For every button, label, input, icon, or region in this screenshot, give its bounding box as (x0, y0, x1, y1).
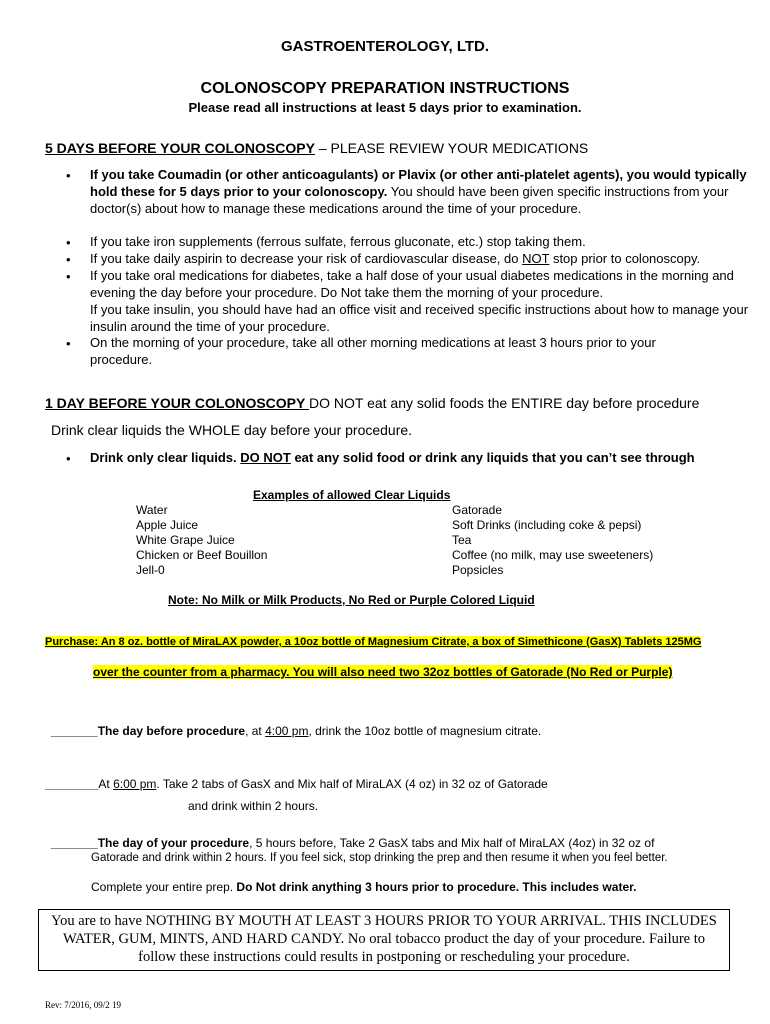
list-item: If you take iron supplements (ferrous sulfate, ferrous gluconate, etc.) stop taking them. (90, 234, 586, 249)
one-day-heading: 1 DAY BEFORE YOUR COLONOSCOPY (45, 395, 309, 411)
list-item: Water (136, 503, 168, 517)
complete-prep-warning: Do Not drink anything 3 hours prior to procedure. This includes water. (236, 880, 637, 894)
bullet-icon: • (66, 235, 71, 250)
anticoagulant-detail: You should have been given specific instructions from your doctor(s) about how to manage these medications around the time of your procedure. (90, 184, 729, 216)
nothing-by-mouth-notice: You are to have NOTHING BY MOUTH AT LEAST 3 HOURS PRIOR TO YOUR ARRIVAL. THIS INCLUDES WATER, GUM, MINTS, AND HARD CANDY. No oral tobacco product the day of your procedure. Failure to follow these instructions could results in postponing or rescheduling your procedure. (38, 909, 730, 971)
aspirin-not: NOT (522, 251, 550, 266)
step-text: . Take 2 tabs of GasX and Mix half of MiraLAX (4 oz) in 32 oz of Gatorade (156, 777, 548, 791)
anticoagulant-instruction: If you take Coumadin (or other anticoagulants) or Plavix (or other anti-platelet agents), you would typically hold these for 5 days prior to your colonoscopy. (90, 167, 747, 199)
checkbox-blank[interactable]: _______ (51, 724, 98, 738)
bullet-icon: • (66, 451, 71, 466)
purchase-line-2: over the counter from a pharmacy. You will also need two 32oz bottles of Gatorade (No Red or Purple) (93, 665, 673, 679)
complete-prep-text: Complete your entire prep. (91, 880, 237, 894)
page-title: COLONOSCOPY PREPARATION INSTRUCTIONS (200, 80, 570, 97)
clear-liquids-right-column (452, 503, 653, 578)
step-evening-prep (45, 777, 548, 791)
clear-liquids-not: DO NOT (240, 450, 291, 465)
list-item: Tea (452, 533, 472, 547)
list-item: On the morning of your procedure, take all other morning medications at least 3 hours prior to your procedure. (90, 335, 656, 367)
step-label: The day before procedure (97, 724, 246, 738)
checkbox-blank[interactable]: _______ (51, 836, 98, 850)
step-time: 6:00 pm (113, 777, 157, 791)
clear-liquids-instruction-end: eat any solid food or drink any liquids that you can’t see through (290, 450, 695, 465)
checkbox-blank[interactable]: ________ (45, 777, 99, 791)
clear-liquids-left-column (136, 503, 267, 578)
step-text: , drink the 10oz bottle of magnesium citrate. (308, 724, 542, 738)
liquids-note: Note: No Milk or Milk Products, No Red or Purple Colored Liquid (168, 593, 535, 607)
step-label: The day of your procedure (97, 836, 250, 850)
clear-liquids-line: Drink clear liquids the WHOLE day before your procedure. (51, 422, 413, 438)
five-days-heading-rest: – PLEASE REVIEW YOUR MEDICATIONS (314, 140, 589, 156)
one-day-heading-rest: DO NOT eat any solid foods the ENTIRE day before procedure (309, 395, 700, 411)
step-evening-prep-cont: and drink within 2 hours. (188, 799, 319, 813)
bullet-icon: • (66, 252, 71, 267)
clear-liquids-instruction: Drink only clear liquids. (90, 450, 241, 465)
page-subtitle: Please read all instructions at least 5 days prior to examination. (188, 100, 582, 115)
complete-prep-line (91, 880, 636, 894)
list-item: Soft Drinks (including coke & pepsi) (452, 518, 642, 532)
list-item (90, 449, 762, 466)
list-item: Chicken or Beef Bouillon (136, 548, 268, 562)
list-item: Popsicles (452, 563, 504, 577)
step-text: , 5 hours before, Take 2 GasX tabs and Mix half of MiraLAX (4oz) in 32 oz of (249, 836, 655, 850)
five-days-heading: 5 DAYS BEFORE YOUR COLONOSCOPY (45, 140, 315, 156)
list-item (90, 267, 762, 335)
aspirin-text: If you take daily aspirin to decrease your risk of cardiovascular disease, do (90, 251, 523, 266)
step-time: 4:00 pm (265, 724, 309, 738)
examples-heading: Examples of allowed Clear Liquids (253, 488, 451, 502)
one-day-heading-line (45, 395, 699, 411)
step-morning-prep (51, 836, 654, 850)
step-magnesium-citrate (51, 724, 541, 738)
bullet-icon: • (66, 336, 71, 351)
list-item (90, 250, 762, 267)
five-days-heading-line (45, 140, 588, 156)
diabetes-instruction: If you take oral medications for diabetes, take a half dose of your usual diabetes medications in the morning and evening the day before your procedure. Do Not take them the morning of your procedure. (90, 268, 734, 300)
aspirin-text-end: stop prior to colonoscopy. (549, 251, 701, 266)
list-item: Coffee (no milk, may use sweeteners) (452, 548, 654, 562)
list-item: Gatorade (452, 503, 503, 517)
purchase-line-1: Purchase: An 8 oz. bottle of MiraLAX powder, a 10oz bottle of Magnesium Citrate, a box of Simethicone (GasX) Tablets 125MG (45, 636, 702, 648)
list-item (90, 166, 762, 217)
bullet-icon: • (66, 168, 71, 183)
insulin-instruction: If you take insulin, you should have had an office visit and received specific instructions about how to manage your insulin around the time of your procedure. (90, 302, 749, 334)
bullet-icon: • (66, 269, 71, 284)
list-item: Apple Juice (136, 518, 199, 532)
step-text: , at (245, 724, 266, 738)
step-text: At (98, 777, 114, 791)
company-name: GASTROENTEROLOGY, LTD. (280, 38, 490, 55)
list-item: White Grape Juice (136, 533, 235, 547)
list-item: Jell-0 (136, 563, 165, 577)
revision-date: Rev: 7/2016, 09/2 19 (45, 1000, 121, 1010)
step-morning-prep-cont: Gatorade and drink within 2 hours. If you feel sick, stop drinking the prep and then resume it when you feel better. (91, 852, 668, 864)
